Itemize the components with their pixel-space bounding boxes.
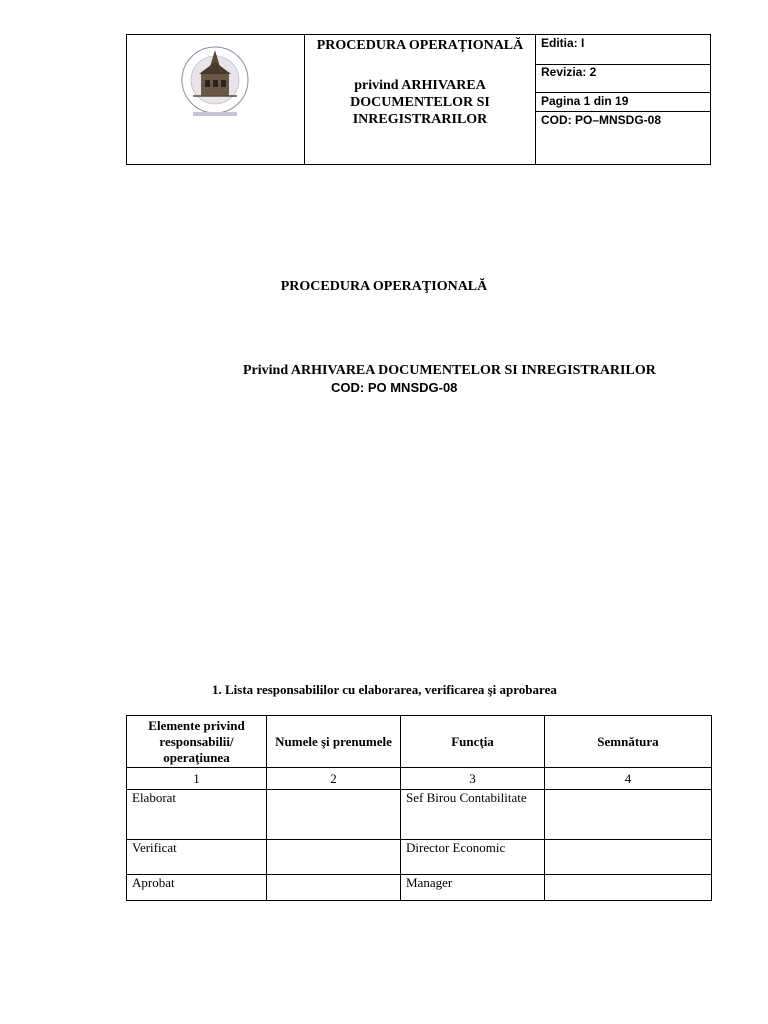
- column-number: 4: [545, 768, 712, 790]
- document-heading: PROCEDURA OPERAŢIONALĂ: [280, 279, 488, 294]
- header-title-cell: [305, 35, 535, 164]
- column-header: Funcţia: [401, 716, 545, 768]
- signature-cell: [545, 875, 712, 901]
- signature-cell: [545, 840, 712, 875]
- name-cell: [267, 875, 401, 901]
- document-code: COD: PO MNSDG-08: [331, 380, 458, 395]
- column-header: Elemente privind responsabilii/ operaţiunea: [127, 716, 267, 768]
- column-header: Numele şi prenumele: [267, 716, 401, 768]
- column-header: Semnătura: [545, 716, 712, 768]
- pagina-field: Pagina 1 din 19: [536, 93, 710, 112]
- responsibilities-table: [126, 715, 712, 901]
- element-cell: Verificat: [127, 840, 267, 875]
- cod-field: COD: PO–MNSDG-08: [541, 113, 662, 127]
- column-number-row: [127, 768, 712, 790]
- function-cell: Sef Birou Contabilitate: [401, 790, 545, 840]
- name-cell: [267, 790, 401, 840]
- function-cell: Manager: [401, 875, 545, 901]
- document-header: [126, 34, 711, 165]
- signature-cell: [545, 790, 712, 840]
- element-cell: Elaborat: [127, 790, 267, 840]
- section-title: 1. Lista responsabililor cu elaborarea, verificarea şi aprobarea: [212, 682, 557, 697]
- revizia-field: Revizia: 2: [536, 65, 710, 93]
- element-cell: Aprobat: [127, 875, 267, 901]
- header-title: PROCEDURA OPERAȚIONALĂ: [316, 38, 524, 53]
- table-header-row: [127, 716, 712, 768]
- function-cell: Director Economic: [401, 840, 545, 875]
- column-number: 2: [267, 768, 401, 790]
- table-row: [127, 790, 712, 840]
- table-row: [127, 875, 712, 901]
- document-subheading: Privind ARHIVAREA DOCUMENTELOR SI INREGISTRARILOR: [243, 363, 656, 378]
- table-row: [127, 840, 712, 875]
- column-number: 1: [127, 768, 267, 790]
- logo-cell: [127, 35, 304, 164]
- museum-logo: [179, 40, 251, 125]
- header-subtitle: privind ARHIVAREA DOCUMENTELOR SI INREGISTRARILOR: [350, 78, 490, 127]
- header-meta: [536, 35, 710, 164]
- column-number: 3: [401, 768, 545, 790]
- editia-field: Editia: I: [536, 35, 710, 65]
- name-cell: [267, 840, 401, 875]
